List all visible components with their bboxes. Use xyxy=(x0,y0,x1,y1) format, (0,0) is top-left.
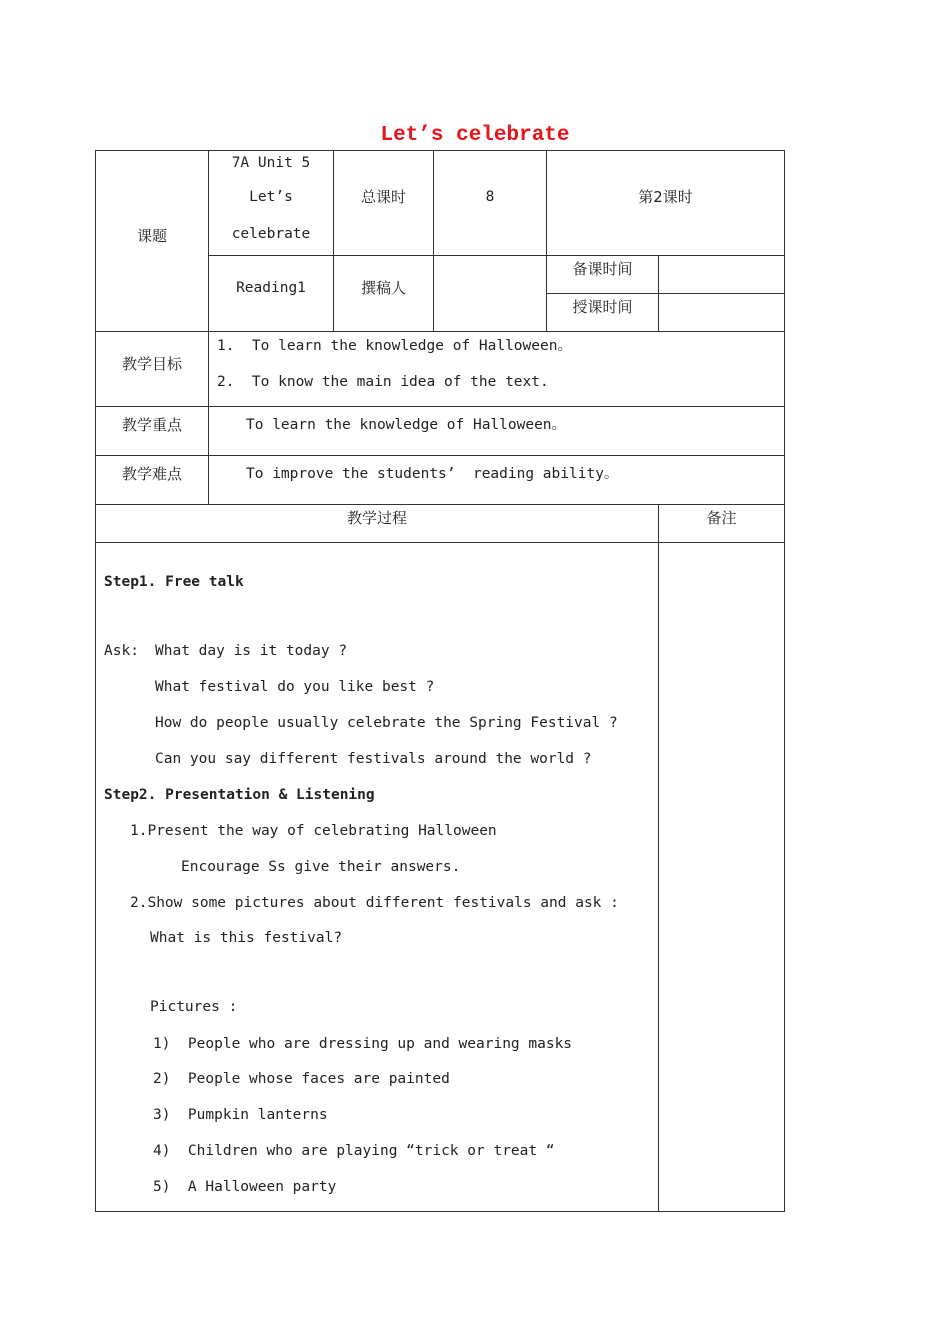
question: What day is it today ? xyxy=(155,643,348,659)
lesson-type: Reading1 xyxy=(236,280,306,296)
difficulties-text: To improve the students’ reading ability。 xyxy=(246,466,619,482)
col-divider xyxy=(658,256,659,332)
unit-line-2: Let’s xyxy=(249,189,293,205)
row-divider xyxy=(95,504,785,505)
total-hours-label: 总课时 xyxy=(360,188,406,206)
table-border-top xyxy=(95,150,785,151)
picture-item: 3) Pumpkin lanterns xyxy=(153,1107,328,1123)
table-border-left xyxy=(95,150,96,1212)
step1-heading: Step1. Free talk xyxy=(104,574,244,590)
topic-label: 课题 xyxy=(136,227,167,245)
step2-item: 2.Show some pictures about different festivals and ask : xyxy=(130,895,619,911)
step2-item: 1.Present the way of celebrating Halloween xyxy=(130,823,497,839)
page-title: Let’s celebrate xyxy=(380,124,570,147)
row-divider xyxy=(95,406,785,407)
row-divider xyxy=(95,331,785,332)
teach-time-label: 授课时间 xyxy=(572,298,633,316)
difficulties-label: 教学难点 xyxy=(121,465,182,483)
objectives-label: 教学目标 xyxy=(121,355,182,373)
question: What festival do you like best ? xyxy=(155,679,435,695)
author-label: 撰稿人 xyxy=(360,279,406,297)
row-divider xyxy=(95,455,785,456)
table-border-right xyxy=(784,150,785,1212)
table-border-bottom xyxy=(95,1211,785,1212)
prep-time-label: 备课时间 xyxy=(572,260,633,278)
picture-item: 4) Children who are playing “trick or treat “ xyxy=(153,1143,555,1159)
process-header: 教学过程 xyxy=(346,509,407,527)
step2-subitem: Encourage Ss give their answers. xyxy=(181,859,461,875)
key-points-text: To learn the knowledge of Halloween。 xyxy=(246,417,567,433)
col-divider xyxy=(658,504,659,1212)
ask-label: Ask: xyxy=(104,643,139,659)
picture-item: 1) People who are dressing up and wearing masks xyxy=(153,1036,573,1052)
objective-item: 1. To learn the knowledge of Halloween。 xyxy=(217,338,572,354)
pictures-label: Pictures : xyxy=(150,999,238,1015)
key-points-label: 教学重点 xyxy=(121,416,182,434)
objective-item: 2. To know the main idea of the text. xyxy=(217,374,549,390)
row-divider xyxy=(208,255,785,256)
unit-line-3: celebrate xyxy=(231,226,311,242)
question: How do people usually celebrate the Spring Festival ? xyxy=(155,715,618,731)
question: Can you say different festivals around the world ? xyxy=(155,751,592,767)
col-divider xyxy=(433,150,434,332)
picture-item: 2) People whose faces are painted xyxy=(153,1071,450,1087)
row-divider xyxy=(95,542,785,543)
col-divider xyxy=(333,150,334,332)
lesson-number: 第2课时 xyxy=(638,188,693,206)
step2-heading: Step2. Presentation & Listening xyxy=(104,787,375,803)
notes-header: 备注 xyxy=(706,509,737,527)
row-divider xyxy=(546,293,785,294)
picture-item: 5) A Halloween party xyxy=(153,1179,337,1195)
total-hours-value: 8 xyxy=(485,189,495,205)
step2-subitem: What is this festival? xyxy=(150,930,343,946)
unit-line-1: 7A Unit 5 xyxy=(231,155,311,171)
